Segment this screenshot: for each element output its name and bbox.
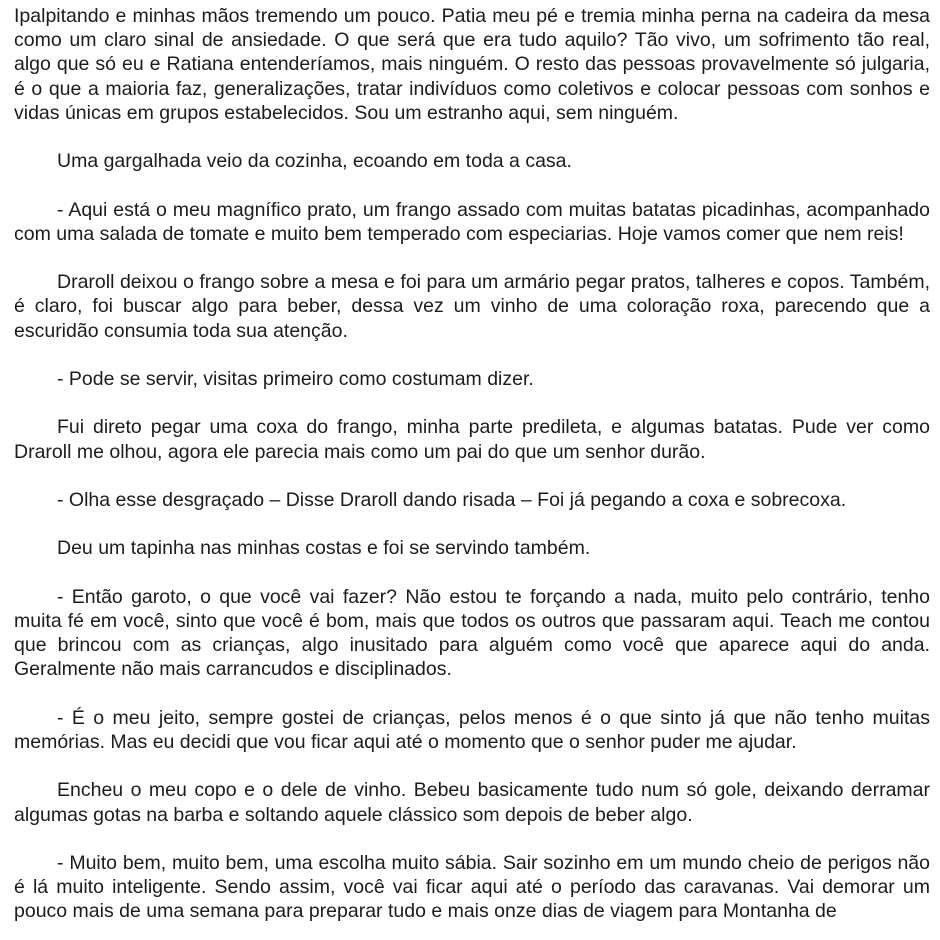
paragraph: Fui direto pegar uma coxa do frango, minha parte predileta, e algumas batatas. Pude ver como Draroll me olhou, agora ele parecia mais como um pai do que um senhor durão. [14,416,930,463]
paragraph: - É o meu jeito, sempre gostei de crianças, pelos menos é o que sinto já que não tenho muitas memórias. Mas eu decidi que vou ficar aqui até o momento que o senhor puder me ajudar. [14,706,930,753]
paragraph: - Pode se servir, visitas primeiro como costumam dizer. [57,367,534,390]
paragraph: Encheu o meu copo e o dele de vinho. Bebeu basicamente tudo num só gole, deixando derramar algumas gotas na barba e soltando aquele clássico som depois de beber algo. [14,779,930,826]
paragraph: Uma gargalhada veio da cozinha, ecoando em toda a casa. [57,150,572,173]
paragraph: - Aqui está o meu magnífico prato, um frango assado com muitas batatas picadinhas, acompanhado com uma salada de tomate e muito bem temperado com especiarias. Hoje vamos comer que nem reis! [14,198,930,245]
paragraph: Draroll deixou o frango sobre a mesa e foi para um armário pegar pratos, talheres e copos. Também, é claro, foi buscar algo para beber, dessa vez um vinho de uma coloração roxa, parecendo que a escuridão consumia toda sua atenção. [14,271,930,342]
paragraph: - Então garoto, o que você vai fazer? Não estou te forçando a nada, muito pelo contrário, tenho muita fé em você, sinto que você é bom, mais que todos os outros que passaram aqui. Teach me contou que brincou com as crianças, algo inusitado para alguém como você que aparece aqui do anda. Geralmente não mais carrancudos e disciplinados. [14,585,930,681]
paragraph: Deu um tapinha nas minhas costas e foi se servindo também. [57,537,591,560]
paragraph: - Olha esse desgraçado – Disse Draroll dando risada – Foi já pegando a coxa e sobrecoxa. [57,488,847,511]
paragraph: - Muito bem, muito bem, uma escolha muito sábia. Sair sozinho em um mundo cheio de perigos não é lá muito inteligente. Sendo assim, você vai ficar aqui até o período das caravanas. Vai demorar um pouco mais de uma semana para preparar tudo e mais onze dias de viagem para Montanha de [14,851,930,923]
paragraph: Ipalpitando e minhas mãos tremendo um pouco. Patia meu pé e tremia minha perna na cadeira da mesa como um claro sinal de ansiedade. O que será que era tudo aquilo? Tão vivo, um sofrimento tão real, algo que só eu e Ratiana entenderíamos, mais ninguém. O resto das pessoas provavelmente só julgaria, é o que a maioria faz, generalizações, tratar indivíduos como coletivos e colocar pessoas com sonhos e vidas únicas em grupos estabelecidos. Sou um estranho aqui, sem ninguém. [14,5,930,124]
